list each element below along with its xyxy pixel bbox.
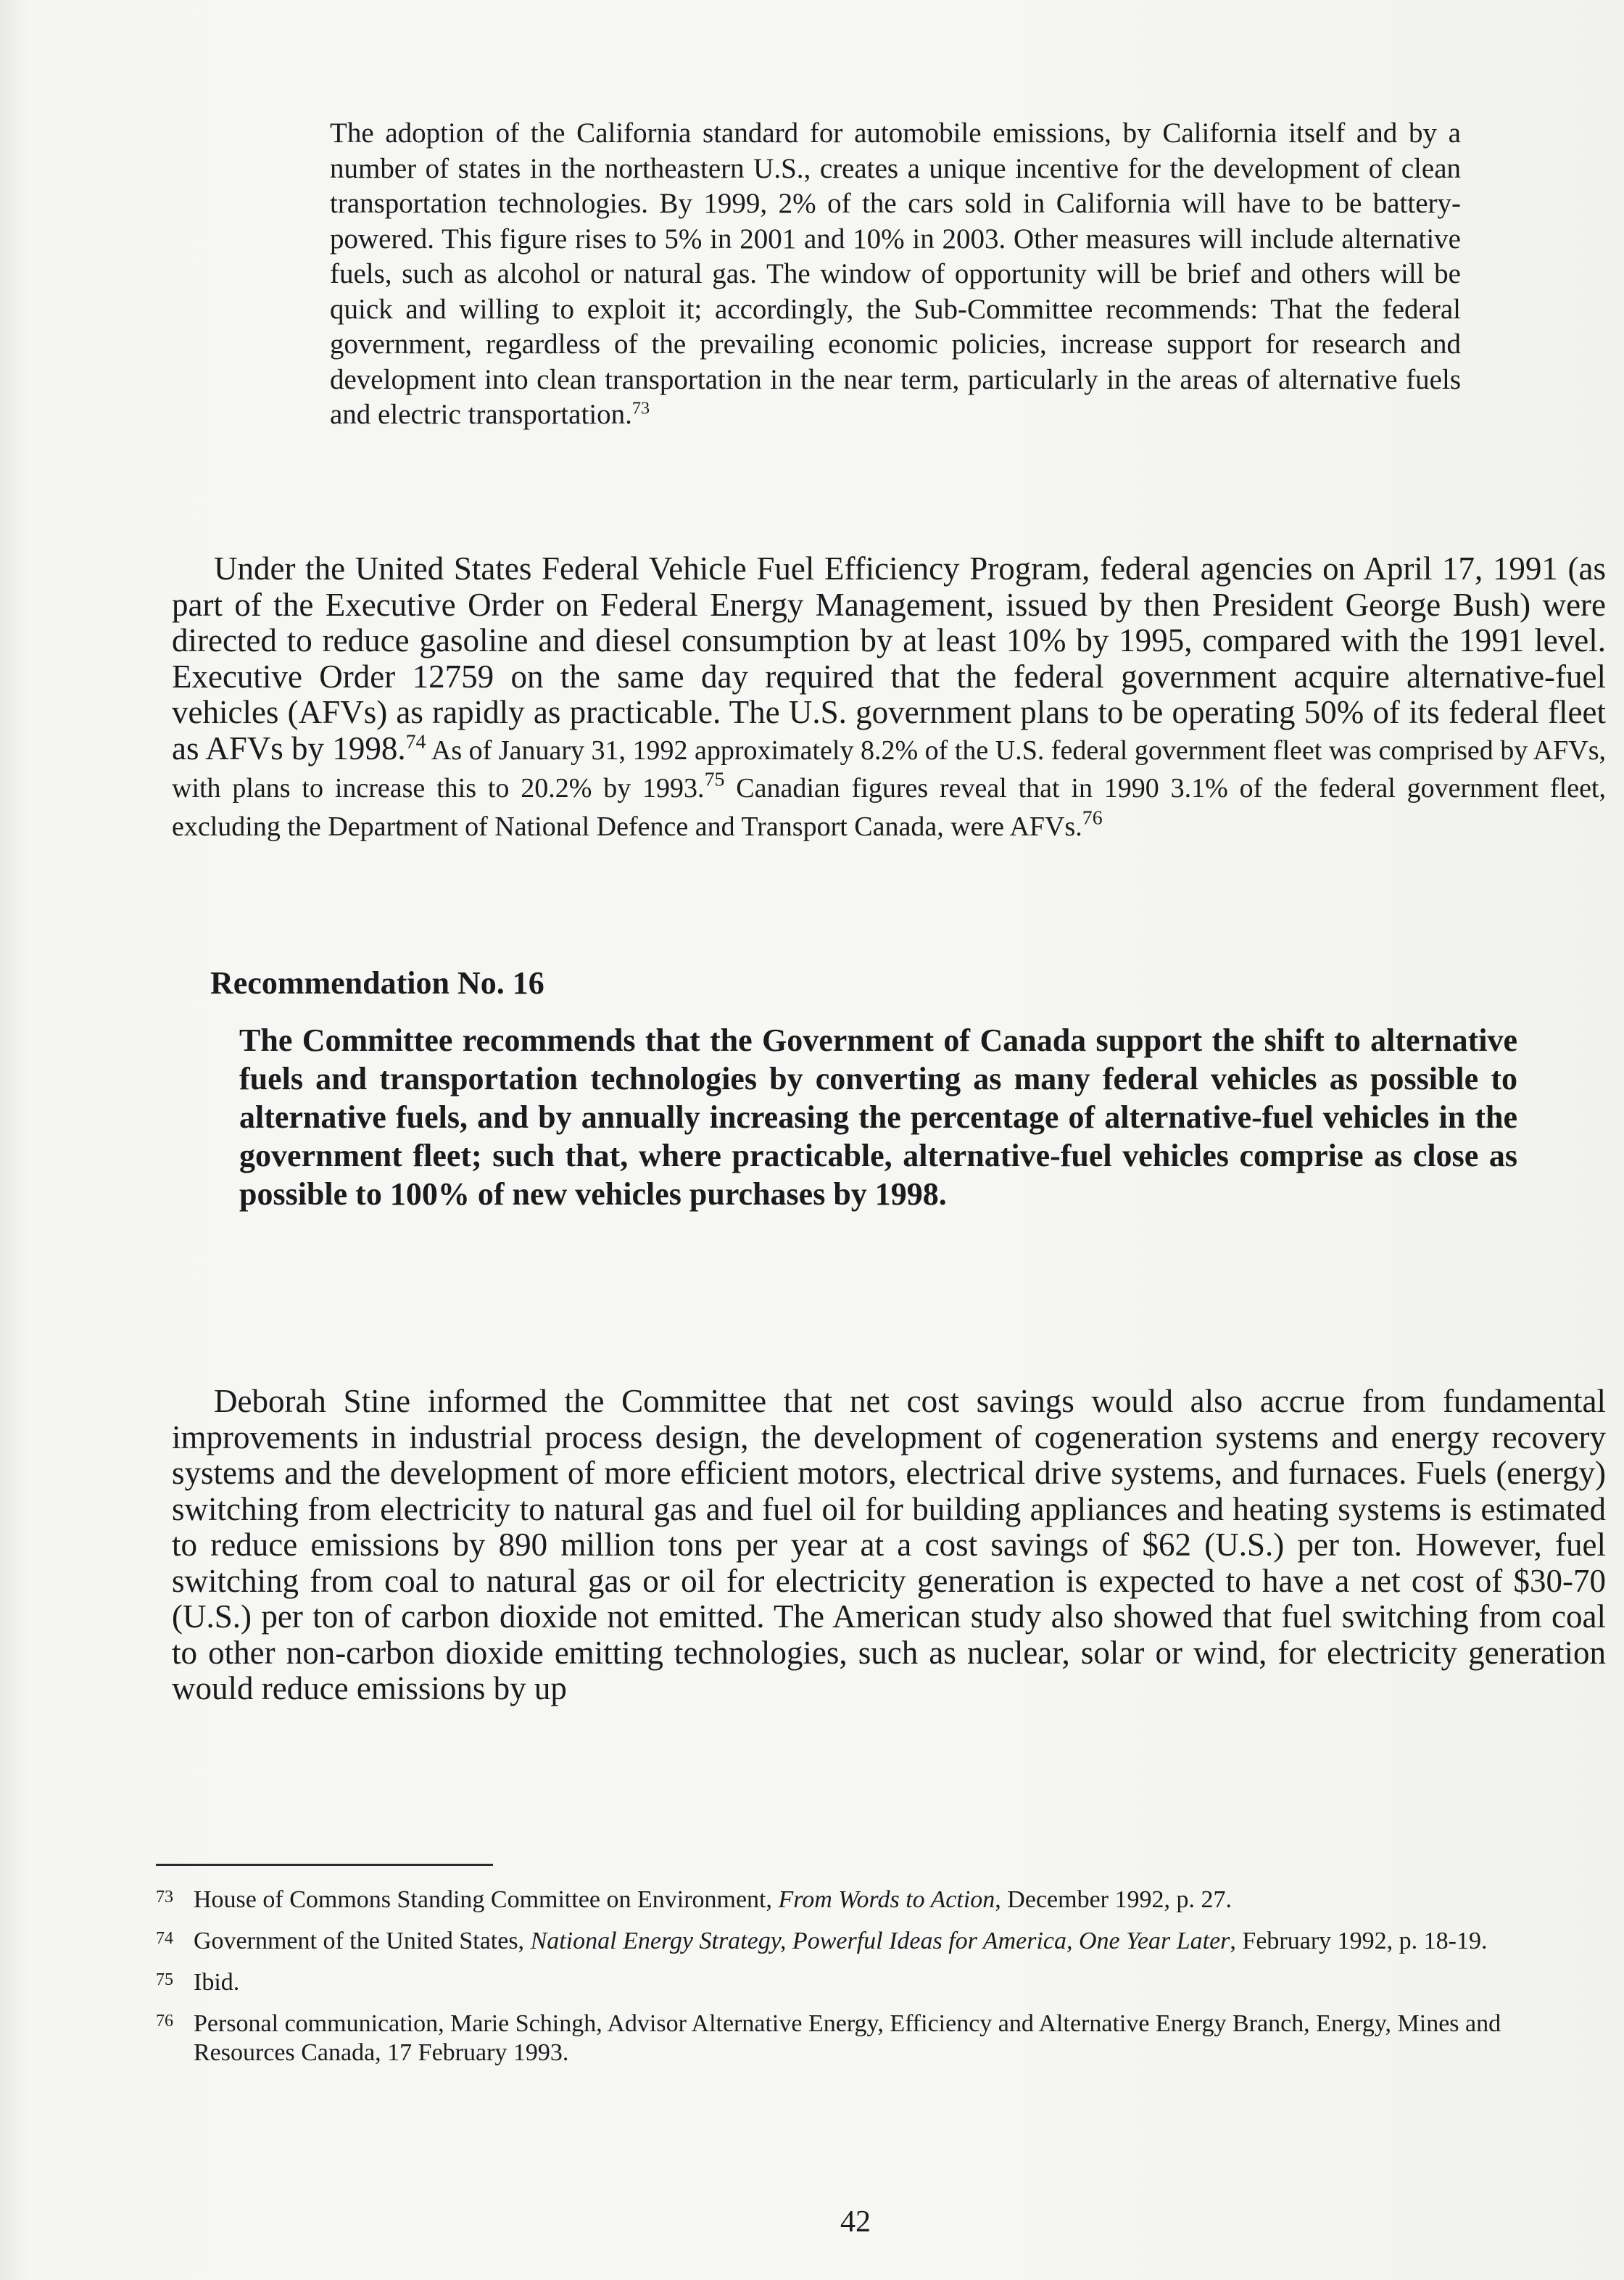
footnote-number: 75 bbox=[156, 1970, 173, 1989]
paragraph-text: Under the United States Federal Vehicle Fuel Efficiency Program, federal agencies on April 17, 1991 (as part of the Executive Order on Federal Energy Management, issued by then President George Bush) were directed to reduce gasoline and diesel consumption by at least 10% by 1995, compared with the 1991 level. Executive Order 12759 on the same day required that the federal government acquire alternative-fuel vehicles (AFVs) as rapidly as practicable. The U.S. government plans to be operating 50% of its federal fleet as AFVs by 1998. bbox=[172, 550, 1606, 767]
footnote bbox=[156, 1968, 1606, 1997]
paragraph-federal-fleet bbox=[172, 551, 1606, 845]
block-quote bbox=[330, 116, 1461, 433]
footnote-divider bbox=[156, 1864, 493, 1866]
footnote-text: Ibid. bbox=[194, 1969, 240, 1996]
footnote-text: Government of the United States, National Energy Strategy, Powerful Ideas for America, One Year Later, February 1992, p. 18-19. bbox=[194, 1928, 1488, 1954]
footnote-text: Personal communication, Marie Schingh, Advisor Alternative Energy, Efficiency and Alternative Energy Branch, Energy, Mines and Resources Canada, 17 February 1993. bbox=[194, 2010, 1501, 2066]
footnote bbox=[156, 1927, 1606, 1956]
page-number: 42 bbox=[840, 2205, 871, 2239]
footnote-number: 76 bbox=[156, 2012, 173, 2031]
recommendation-heading: Recommendation No. 16 bbox=[210, 965, 544, 1001]
footnote-text: House of Commons Standing Committee on Environment, From Words to Action, December 1992, p. 27. bbox=[194, 1886, 1232, 1913]
footnote bbox=[156, 1885, 1606, 1915]
paragraph-text-small: As of January 31, 1992 approximately 8.2% of the U.S. federal government fleet was comprised by AFVs, with plans to increase this to 20.2% by 1993. bbox=[172, 735, 1606, 804]
paragraph-stine: Deborah Stine informed the Committee that net cost savings would also accrue from fundamental improvements in industrial process design, the development of cogeneration systems and energy recovery systems and the development of more efficient motors, electrical drive systems, and furnaces. Fuels (energy) switching from electricity to natural gas and fuel oil for building appliances and heating systems is estimated to reduce emissions by 890 million tons per year at a cost savings of $62 (U.S.) per ton. However, fuel switching from coal to natural gas or oil for electricity generation is expected to have a net cost of $30-70 (U.S.) per ton of carbon dioxide not emitted. The American study also showed that fuel switching from coal to other non-carbon dioxide emitting technologies, such as nuclear, solar or wind, for electricity generation would reduce emissions by up bbox=[172, 1383, 1606, 1706]
recommendation-text: The Committee recommends that the Government of Canada support the shift to alternative fuels and transportation technologies by converting as many federal vehicles as possible to alternative fuels, and by annually increasing the percentage of alternative-fuel vehicles in the government fleet; such that, where practicable, alternative-fuel vehicles comprise as close as possible to 100% of new vehicles purchases by 1998. bbox=[239, 1023, 1517, 1212]
quote-text: The adoption of the California standard for automobile emissions, by California itself and by a number of states in the northeastern U.S., creates a unique incentive for the development of clean transportation technologies. By 1999, 2% of the cars sold in California will have to be battery-powered. This figure rises to 5% in 2001 and 10% in 2003. Other measures will include alternative fuels, such as alcohol or natural gas. The window of opportunity will be brief and others will be quick and willing to exploit it; accordingly, the Sub-Committee recommends: That the federal government, regardless of the prevailing economic policies, increase support for research and development into clean transportation in the near term, particularly in the areas of alternative fuels and electric transportation. bbox=[330, 117, 1461, 430]
footnotes bbox=[156, 1885, 1606, 2080]
footnote-ref-75[interactable]: 75 bbox=[704, 768, 725, 791]
footnote bbox=[156, 2010, 1606, 2068]
footnote-ref-73[interactable]: 73 bbox=[631, 398, 650, 418]
footnote-number: 73 bbox=[156, 1888, 173, 1907]
footnote-ref-76[interactable]: 76 bbox=[1082, 806, 1103, 830]
paragraph-text-small: Canadian figures reveal that in 1990 3.1% of the federal government fleet, excluding the Department of National Defence and Transport Canada, were AFVs. bbox=[172, 773, 1606, 842]
footnote-ref-74[interactable]: 74 bbox=[405, 730, 426, 753]
footnote-number: 74 bbox=[156, 1929, 173, 1948]
